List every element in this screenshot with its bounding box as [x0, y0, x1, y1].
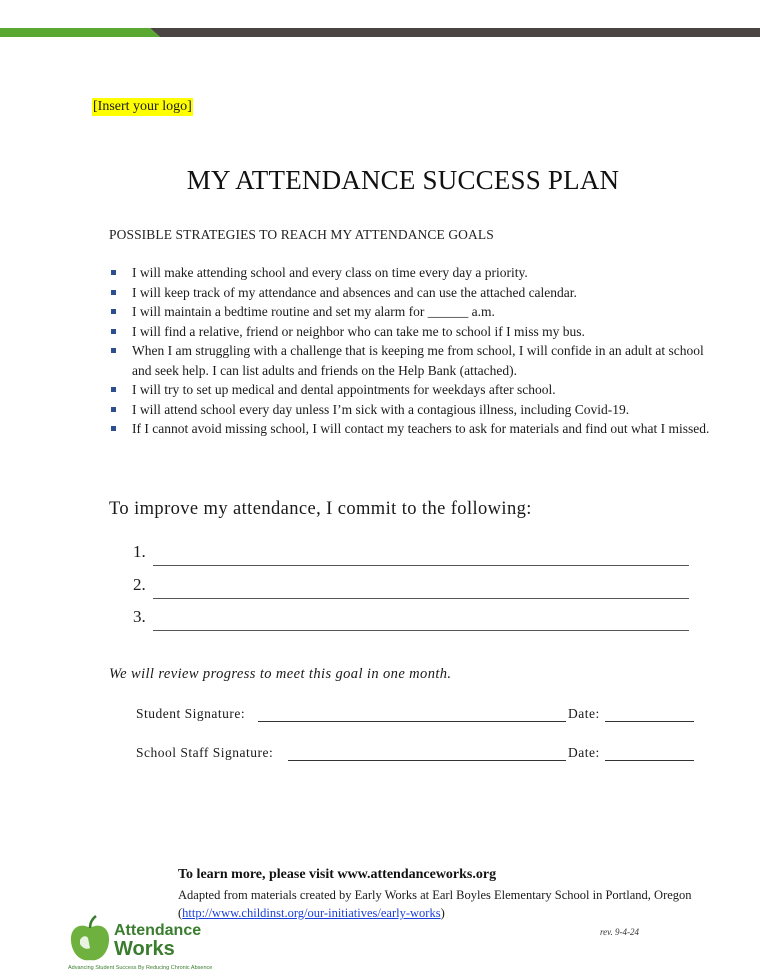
bullet-icon: [111, 348, 116, 353]
student-signature-label: Student Signature:: [136, 706, 246, 721]
source-link-line: (http://www.childinst.org/our-initiatives/early-works): [178, 906, 445, 920]
list-item: When I am struggling with a challenge that is keeping me from school, I will confide in an adult at school and seek help. I can list adults and friends on the Help Bank (attached).: [110, 341, 710, 380]
commitment-number: 2.: [133, 575, 146, 594]
bullet-icon: [111, 270, 116, 275]
apple-icon: [68, 914, 112, 964]
list-item: I will attend school every day unless I’m sick with a contagious illness, including Covid-19.: [110, 400, 710, 420]
commitment-line-1[interactable]: [153, 565, 689, 566]
staff-signature-line[interactable]: [288, 745, 566, 761]
bullet-icon: [111, 387, 116, 392]
student-date-line[interactable]: [605, 706, 694, 722]
staff-signature-label: School Staff Signature:: [136, 745, 274, 760]
bullet-icon: [111, 329, 116, 334]
attendance-works-logo: [68, 914, 213, 976]
bullet-icon: [111, 309, 116, 314]
list-item: I will keep track of my attendance and absences and can use the attached calendar.: [110, 283, 710, 303]
list-item: I will try to set up medical and dental appointments for weekdays after school.: [110, 380, 710, 400]
list-item: If I cannot avoid missing school, I will contact my teachers to ask for materials and find out what I missed.: [110, 419, 710, 439]
brand-tagline: Advancing Student Success By Reducing Chronic Absence: [68, 965, 213, 971]
review-note: We will review progress to meet this goal in one month.: [109, 666, 452, 682]
commitment-number: 1.: [133, 542, 146, 561]
staff-date-line[interactable]: [605, 745, 694, 761]
bullet-icon: [111, 290, 116, 295]
list-item: I will find a relative, friend or neighbor who can take me to school if I miss my bus.: [110, 322, 710, 342]
strategies-list: [110, 263, 710, 439]
commitment-row-1: [133, 542, 689, 566]
staff-signature-row: [136, 745, 696, 765]
brand-word-works: Works: [114, 938, 175, 960]
commitment-line-2[interactable]: [153, 598, 689, 599]
strategies-heading: POSSIBLE STRATEGIES TO REACH MY ATTENDANCE GOALS: [109, 227, 494, 242]
page-title: MY ATTENDANCE SUCCESS PLAN: [186, 165, 620, 195]
commitment-heading: To improve my attendance, I commit to the following:: [109, 499, 532, 519]
student-signature-row: [136, 706, 696, 726]
commitment-row-3: [133, 607, 689, 631]
list-item: I will maintain a bedtime routine and set my alarm for ______ a.m.: [110, 302, 710, 322]
brand-word-attendance: Attendance: [114, 922, 202, 939]
student-signature-line[interactable]: [258, 706, 566, 722]
learn-more-text: To learn more, please visit www.attendanceworks.org: [178, 867, 497, 882]
bullet-icon: [111, 426, 116, 431]
revision-label: rev. 9-4-24: [600, 927, 639, 937]
staff-date-label: Date:: [568, 745, 600, 760]
header-bar-dark: [0, 28, 760, 37]
source-link[interactable]: http://www.childinst.org/our-initiatives/early-works: [182, 906, 441, 920]
logo-placeholder: [Insert your logo]: [93, 99, 192, 114]
list-item: I will make attending school and every class on time every day a priority.: [110, 263, 710, 283]
commitment-number: 3.: [133, 607, 146, 626]
student-date-label: Date:: [568, 706, 600, 721]
adapted-credit: Adapted from materials created by Early Works at Earl Boyles Elementary School in Portland, Oregon: [178, 888, 692, 902]
commitment-row-2: [133, 575, 689, 599]
bullet-icon: [111, 407, 116, 412]
commitment-line-3[interactable]: [153, 630, 689, 631]
